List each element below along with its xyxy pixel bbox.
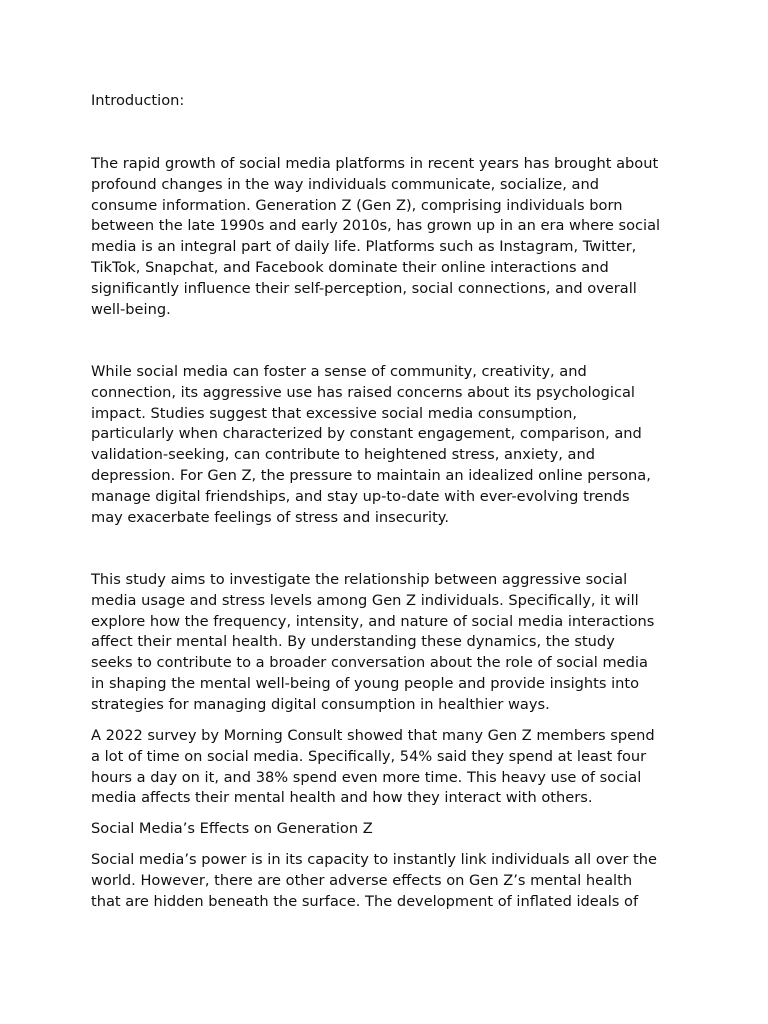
text-line: hours a day on it, and 38% spend even more time. This heavy use of social xyxy=(91,768,642,786)
paragraph-2 xyxy=(91,362,691,528)
section-heading xyxy=(91,819,691,840)
text-line: impact. Studies suggest that excessive social media consumption, xyxy=(91,404,577,422)
paragraph-1 xyxy=(91,154,691,320)
text-line: The rapid growth of social media platforms in recent years has brought about xyxy=(91,155,659,172)
text-line: validation-seeking, can contribute to heightened stress, anxiety, and xyxy=(91,446,595,464)
text-line: that are hidden beneath the surface. The development of inflated ideals of xyxy=(91,892,639,910)
text-line: manage digital friendships, and stay up-to-date with ever-evolving trends xyxy=(91,487,630,505)
text-line: a lot of time on social media. Specifically, 54% said they spend at least four xyxy=(91,747,647,765)
text-line: well-being. xyxy=(91,300,171,318)
paragraph-4 xyxy=(91,726,691,809)
text-line: media is an integral part of daily life. Platforms such as Instagram, Twitter, xyxy=(91,238,637,256)
text-line: media affects their mental health and how they interact with others. xyxy=(91,789,593,807)
text-line: seeks to contribute to a broader conversation about the role of social media xyxy=(91,654,648,672)
text-line: A 2022 survey by Morning Consult showed that many Gen Z members spend xyxy=(91,727,655,744)
text-line: between the late 1990s and early 2010s, has grown up in an era where social xyxy=(91,217,661,235)
text-line: consume information. Generation Z (Gen Z), comprising individuals born xyxy=(91,196,623,214)
text-line: strategies for managing digital consumption in healthier ways. xyxy=(91,695,550,713)
paragraph-5 xyxy=(91,850,691,912)
text-line: explore how the frequency, intensity, and nature of social media interactions xyxy=(91,612,655,630)
text-line: media usage and stress levels among Gen Z individuals. Specifically, it will xyxy=(91,591,639,609)
text-line: Introduction: xyxy=(91,92,185,109)
text-line: This study aims to investigate the relationship between aggressive social xyxy=(91,571,628,588)
text-line: Social media’s power is in its capacity to instantly link individuals all over the xyxy=(91,851,657,868)
text-line: may exacerbate feelings of stress and insecurity. xyxy=(91,508,450,526)
text-line: Social Media’s Effects on Generation Z xyxy=(91,820,373,837)
text-line: While social media can foster a sense of community, creativity, and xyxy=(91,363,587,380)
text-line: profound changes in the way individuals communicate, socialize, and xyxy=(91,175,599,193)
text-line: particularly when characterized by constant engagement, comparison, and xyxy=(91,425,642,443)
text-line: world. However, there are other adverse effects on Gen Z’s mental health xyxy=(91,871,633,889)
text-line: significantly influence their self-perception, social connections, and overall xyxy=(91,279,637,297)
text-line: TikTok, Snapchat, and Facebook dominate their online interactions and xyxy=(91,258,609,276)
text-line: depression. For Gen Z, the pressure to maintain an idealized online persona, xyxy=(91,466,651,484)
text-line: in shaping the mental well-being of young people and provide insights into xyxy=(91,674,640,692)
introduction-heading xyxy=(91,91,691,112)
text-line: connection, its aggressive use has raised concerns about its psychological xyxy=(91,383,635,401)
paragraph-3 xyxy=(91,570,691,716)
text-line: affect their mental health. By understanding these dynamics, the study xyxy=(91,633,615,651)
